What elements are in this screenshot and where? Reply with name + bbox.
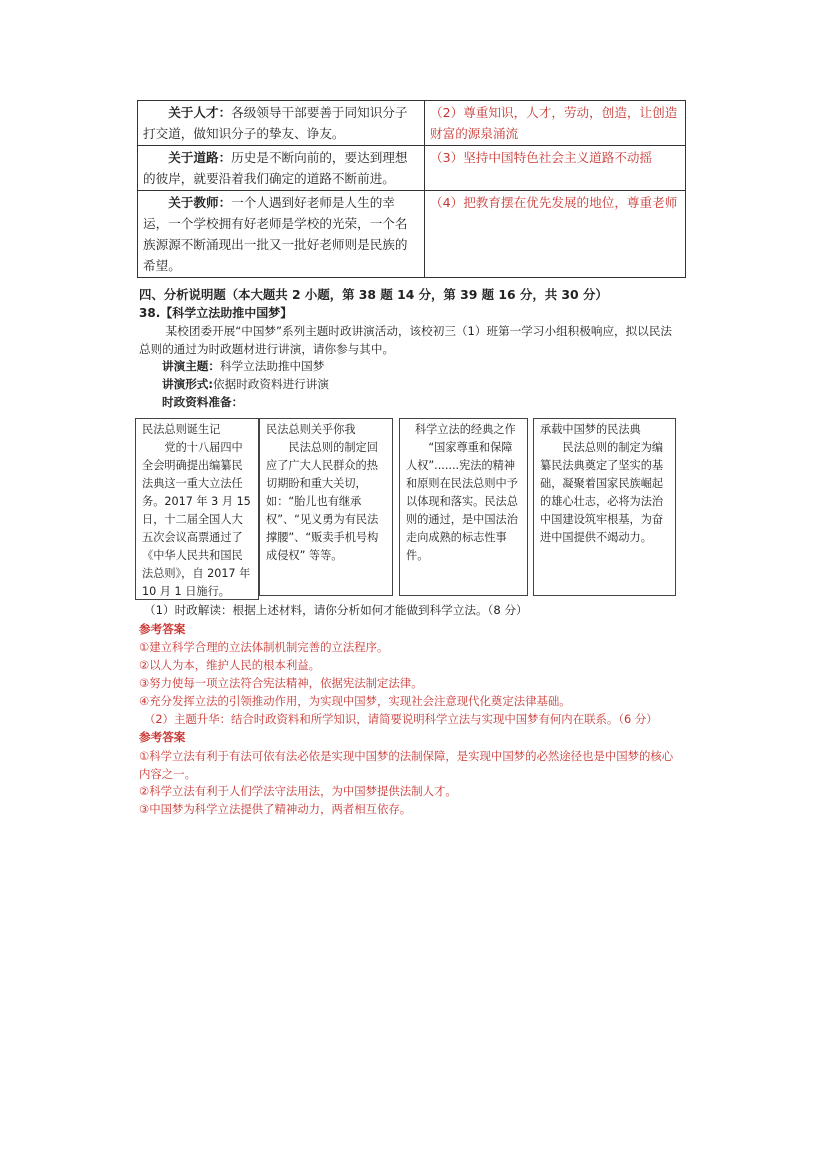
material-box [259,418,393,596]
table-row [138,146,686,191]
answer-item: ①建立科学合理的立法体制机制完善的立法程序。 [139,640,389,654]
table-row [138,191,686,278]
material-text: 民法总则的制定为编纂民法典奠定了坚实的基础，凝聚着国家民族崛起的雄心壮志，必将为法治中国建设筑牢根基，为奋进中国提供不竭动力。 [540,441,664,544]
material-title: 承载中国梦的民法典 [540,423,641,436]
material-text: 民法总则的制定回应了广大人民群众的热切期盼和重大关切，如：“胎儿也有继承权”、“见义勇为有民法撑腰”、“贩卖手机号构成侵权” 等等。 [266,441,379,562]
table-cell-left [138,146,425,191]
material-title: 民法总则关乎你我 [266,423,356,436]
table-cell-left [138,101,425,146]
form-label: 讲演形式: [162,377,214,391]
material-text: “国家尊重和保障人权”.......宪法的精神和原则在民法总则中予以体现和落实。民法总则的通过，是中国法治走向成熟的标志性事件。 [406,441,518,562]
material-box [399,418,528,596]
question-intro: 某校团委开展“中国梦”系列主题时政讲演活动，该校初三（1）班第一学习小组积极响应，拟以民法总则的通过为时政题材进行讲演，请你参与其中。 [139,324,673,356]
row-topic: 关于人才： [168,105,232,120]
row-topic: 关于教师： [168,195,232,210]
row-topic: 关于道路： [168,150,232,165]
table-cell-left [138,191,425,278]
row-quote: 一个人遇到好老师是人生的幸运，一个学校拥有好老师是学校的光荣，一个名族源源不断涌现出一批又一批好老师则是民族的希望。 [143,195,408,273]
section-heading: 四、分析说明题（本大题共 2 小题，第 38 题 14 分，第 39 题 16 分，共 30 分） [139,287,608,302]
answer-item: ③中国梦为科学立法提供了精神动力，两者相互依存。 [139,802,412,816]
theme-line [162,358,324,374]
question-title: 38.【科学立法助推中国梦】 [139,306,293,320]
form-value: 依据时政资料进行讲演 [213,377,329,391]
materials-line [162,394,243,410]
subquestion-1: （1）时政解读：根据上述材料，请你分析如何才能做到科学立法。（8 分） [144,603,528,617]
material-title: 科学立法的经典之作 [414,423,516,436]
subquestion-2: （2）主题升华：结合时政资料和所学知识，请简要说明科学立法与实现中国梦有何内在联系。（6 分） [144,712,658,726]
form-line [162,376,329,392]
answer-item: ②科学立法有利于人们学法守法用法，为中国梦提供法制人才。 [139,784,457,798]
table-cell-right: （2）尊重知识，人才，劳动，创造，让创造财富的源泉涌流 [425,101,686,146]
summary-table [137,100,686,278]
material-text: 党的十八届四中全会明确提出编纂民法典这一重大立法任务。2017 年 3 月 15 日，十二届全国人大五次会议高票通过了《中华人民共和国民法总则》，自 2017 年 10 月 1 日施行。 [142,441,251,598]
table-cell-right: （3）坚持中国特色社会主义道路不动摇 [425,146,686,191]
material-box [135,418,259,600]
answer-item: ④充分发挥立法的引领推动作用，为实现中国梦，实现社会注意现代化奠定法律基础。 [139,694,571,708]
theme-value: 科学立法助推中国梦 [219,359,325,373]
answer-item: ③努力使每一项立法符合宪法精神，依据宪法制定法律。 [139,676,423,690]
row-quote: 各级领导干部要善于同知识分子打交道，做知识分子的挚友、诤友。 [143,105,408,141]
table-row [138,101,686,146]
material-box [533,418,676,596]
answer-item: ①科学立法有利于有法可依有法必依是实现中国梦的法制保障，是实现中国梦的必然途径也是中国梦的核心内容之一。 [139,749,674,781]
answer-item: ②以人为本，维护人民的根本利益。 [139,658,321,672]
table-cell-right: （4）把教育摆在优先发展的地位，尊重老师 [425,191,686,278]
material-title: 民法总则诞生记 [142,423,221,436]
answer-label: 参考答案 [139,622,186,636]
row-quote: 历史是不断向前的，要达到理想的彼岸，就要沿着我们确定的道路不断前进。 [143,150,408,186]
materials-label: 时政资料准备： [162,395,244,409]
answer-label: 参考答案 [139,730,186,744]
theme-label: 讲演主题： [162,359,220,373]
